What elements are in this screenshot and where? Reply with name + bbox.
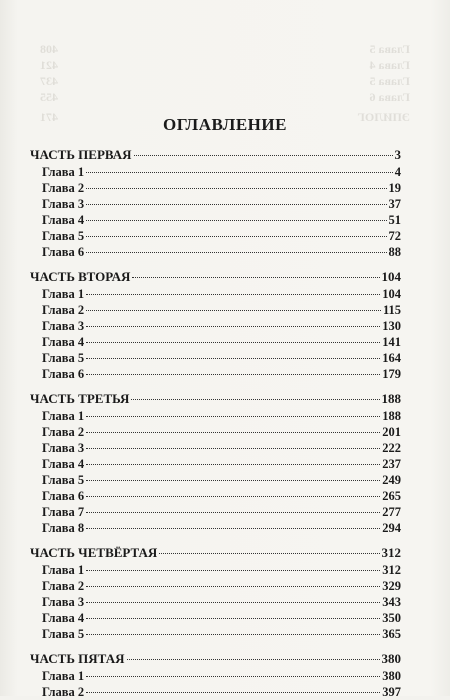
page-number: 104 [382,287,401,301]
chapter-title: Глава 4 [42,611,85,625]
dot-leader [127,659,380,660]
page-number: 350 [382,611,401,625]
toc-part-entry [30,268,401,286]
toc-chapter-entry [30,488,401,504]
dot-leader [86,464,380,465]
page-number: 312 [382,563,401,577]
page-number: 249 [382,473,401,487]
page-number: 380 [381,651,401,666]
toc-chapter-entry [30,472,401,488]
toc-chapter-entry [30,610,401,626]
chapter-title: Глава 2 [42,579,85,593]
page-number: 19 [388,181,401,195]
chapter-title: Глава 3 [42,441,85,455]
table-of-contents [30,146,401,700]
page-number: 141 [382,335,401,349]
page-number: 237 [382,457,401,471]
chapter-title: Глава 4 [42,335,85,349]
dot-leader [131,399,379,400]
dot-leader [86,676,380,677]
page-number: 294 [382,521,401,535]
toc-chapter-entry [30,302,401,318]
page-number: 380 [382,669,401,683]
dot-leader [86,416,380,417]
chapter-title: Глава 7 [42,505,85,519]
toc-chapter-entry [30,424,401,440]
dot-leader [86,236,386,237]
page-number: 115 [382,303,401,317]
dot-leader [86,294,380,295]
part-title: ЧАСТЬ ТРЕТЬЯ [30,391,130,406]
chapter-title: Глава 1 [42,409,85,423]
toc-chapter-entry [30,244,401,260]
page-number: 188 [382,409,401,423]
toc-chapter-entry [30,228,401,244]
page-number: 265 [382,489,401,503]
dot-leader [134,155,393,156]
chapter-title: Глава 6 [42,489,85,503]
chapter-title: Глава 5 [42,473,85,487]
dot-leader [86,480,380,481]
part-title: ЧАСТЬ ЧЕТВЁРТАЯ [30,545,158,560]
part-title: ЧАСТЬ ПЕРВАЯ [30,147,132,162]
toc-chapter-entry [30,366,401,382]
page-number: 179 [382,367,401,381]
chapter-title: Глава 1 [42,287,85,301]
chapter-title: Глава 6 [42,245,85,259]
dot-leader [86,172,393,173]
toc-chapter-entry [30,180,401,196]
toc-chapter-entry [30,520,401,536]
dot-leader [86,448,380,449]
chapter-title: Глава 3 [42,319,85,333]
page-number: 51 [388,213,401,227]
toc-chapter-entry [30,456,401,472]
dot-leader [86,570,380,571]
chapter-title: Глава 5 [42,229,85,243]
page-number: 365 [382,627,401,641]
page-number: 37 [388,197,401,211]
toc-title: ОГЛАВЛЕНИЕ [163,115,287,134]
chapter-title: Глава 2 [42,425,85,439]
part-title: ЧАСТЬ ПЯТАЯ [30,651,125,666]
chapter-title: Глава 4 [42,457,85,471]
toc-part-entry [30,544,401,562]
toc-chapter-entry [30,440,401,456]
toc-chapter-entry [30,350,401,366]
page-number: 4 [394,165,401,179]
page-number: 397 [382,685,401,699]
chapter-title: Глава 2 [42,685,85,699]
toc-chapter-entry [30,196,401,212]
chapter-title: Глава 5 [42,351,85,365]
dot-leader [86,220,386,221]
page-number: 329 [382,579,401,593]
dot-leader [86,310,381,311]
toc-chapter-entry [30,594,401,610]
part-title: ЧАСТЬ ВТОРАЯ [30,269,131,284]
toc-chapter-entry [30,164,401,180]
toc-part-entry [30,650,401,668]
dot-leader [86,204,386,205]
page-number: 88 [388,245,401,259]
page-number: 3 [394,147,401,162]
dot-leader [86,326,380,327]
chapter-title: Глава 3 [42,197,85,211]
toc-chapter-entry [30,578,401,594]
page-number: 130 [382,319,401,333]
toc-chapter-entry [30,286,401,302]
dot-leader [159,553,379,554]
page-number: 277 [382,505,401,519]
toc-part-entry [30,390,401,408]
dot-leader [86,528,380,529]
dot-leader [86,358,380,359]
page-number: 72 [388,229,401,243]
page-number: 104 [381,269,401,284]
chapter-title: Глава 4 [42,213,85,227]
dot-leader [86,512,380,513]
page-number: 222 [382,441,401,455]
chapter-title: Глава 8 [42,521,85,535]
chapter-title: Глава 2 [42,181,85,195]
dot-leader [86,374,380,375]
chapter-title: Глава 3 [42,595,85,609]
page-number: 343 [382,595,401,609]
page-number: 312 [381,545,401,560]
page-number: 188 [381,391,401,406]
chapter-title: Глава 1 [42,563,85,577]
chapter-title: Глава 1 [42,669,85,683]
page-number: 201 [382,425,401,439]
toc-chapter-entry [30,334,401,350]
toc-chapter-entry [30,212,401,228]
toc-chapter-entry [30,626,401,642]
toc-chapter-entry [30,408,401,424]
dot-leader [86,496,380,497]
dot-leader [86,602,380,603]
toc-part-entry [30,146,401,164]
dot-leader [86,692,380,693]
toc-chapter-entry [30,318,401,334]
chapter-title: Глава 1 [42,165,85,179]
chapter-title: Глава 2 [42,303,85,317]
dot-leader [132,277,379,278]
dot-leader [86,618,380,619]
chapter-title: Глава 6 [42,367,85,381]
toc-chapter-entry [30,562,401,578]
dot-leader [86,432,380,433]
dot-leader [86,188,386,189]
dot-leader [86,586,380,587]
toc-chapter-entry [30,684,401,700]
dot-leader [86,252,386,253]
chapter-title: Глава 5 [42,627,85,641]
toc-chapter-entry [30,668,401,684]
dot-leader [86,634,380,635]
page-number: 164 [382,351,401,365]
dot-leader [86,342,380,343]
bleed-through-text: Глава 5 408 Глава 4 421 Глава 5 437 Глава 6 455 ЭПИЛОГ 471 [40,42,410,124]
toc-chapter-entry [30,504,401,520]
